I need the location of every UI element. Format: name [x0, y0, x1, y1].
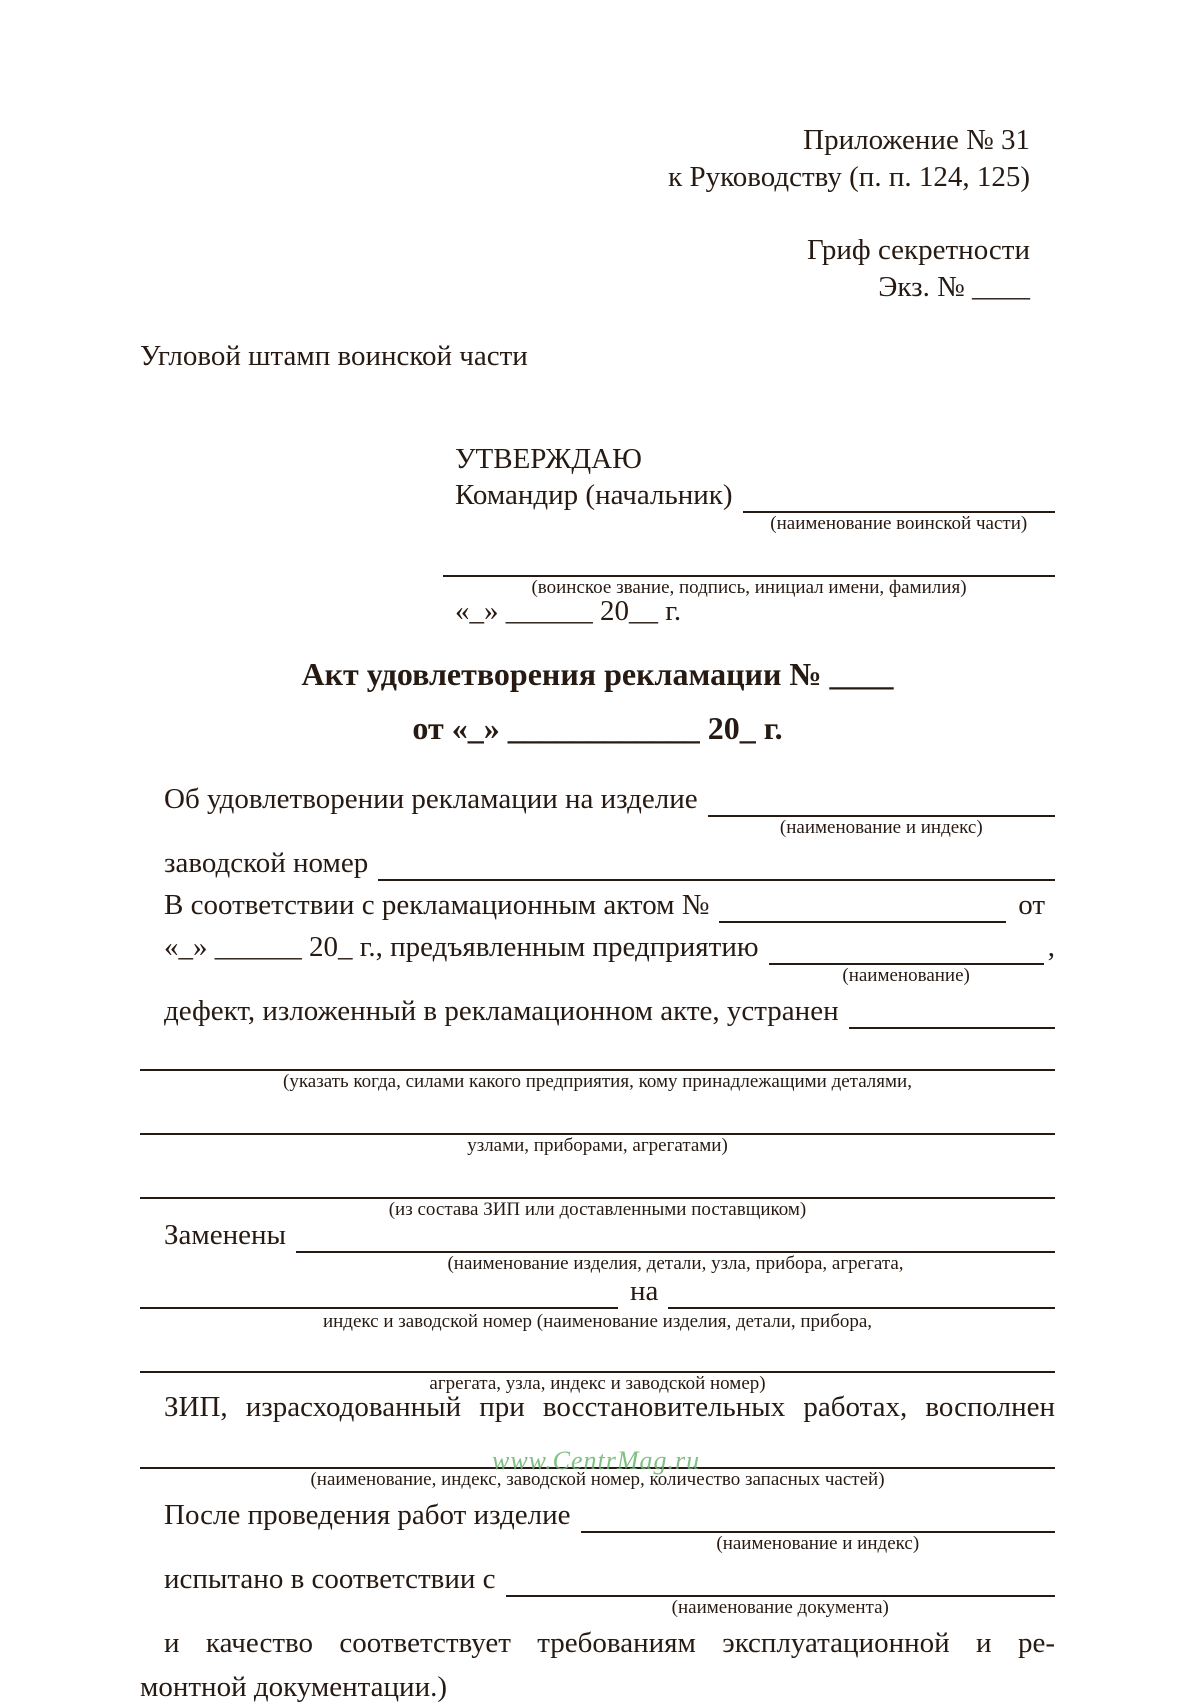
- spacer: [140, 196, 1055, 232]
- form-line-zip: ЗИП, израсходованный при восстановительных работах, восполнен: [164, 1391, 1055, 1423]
- signature-hint: (воинское звание, подпись, инициал имени, фамилия): [531, 577, 967, 598]
- tested-blank: [506, 1561, 1056, 1618]
- replaced-with-hint: индекс и заводской номер (наименование изделия, детали, прибора,: [322, 1311, 873, 1332]
- corner-stamp-note: Угловой штамп воинской части: [140, 340, 528, 372]
- document-title: Акт удовлетворения рекламации № ____: [301, 656, 894, 692]
- tested-hint: (наименование документа): [671, 1597, 889, 1618]
- signature-line: [443, 541, 1055, 598]
- line-text-after: от: [1018, 889, 1045, 921]
- form-line-blank-2: [140, 1099, 1055, 1156]
- replaced-to-blank: [668, 1273, 1055, 1309]
- enterprise-hint: (наименование): [842, 965, 970, 986]
- copy-number-label: Экз. № ____: [878, 271, 1030, 303]
- replaced-blank: [296, 1217, 1055, 1274]
- form-body: [140, 781, 1055, 1703]
- line-text: испытано в соответствии с: [164, 1563, 496, 1595]
- full-blank: [140, 1035, 1055, 1092]
- unit-name-blank: [743, 477, 1056, 534]
- line-text: заводской номер: [164, 847, 369, 879]
- form-line-blank-4: [140, 1337, 1055, 1394]
- title-block: [140, 651, 1055, 751]
- form-line-quality-end: монтной документации.): [140, 1671, 447, 1703]
- appendix-block: [140, 122, 1055, 196]
- approve-block: [455, 441, 1055, 629]
- line-text: Об удовлетворении рекламации на изделие: [164, 783, 698, 815]
- site-watermark: www.CentrMag.ru: [492, 1446, 701, 1475]
- product-hint: (наименование и индекс): [779, 817, 983, 838]
- form-line-tested: [140, 1561, 1055, 1618]
- line-mid-word: на: [630, 1275, 659, 1307]
- commander-line: [455, 477, 1055, 534]
- defect-blank: [849, 993, 1055, 1029]
- document-title-date: от «_» ____________ 20_ г.: [412, 710, 783, 746]
- form-line-claim-act: [140, 887, 1055, 923]
- replaced-hint: (наименование изделия, детали, узла, прибора, агрегата,: [447, 1253, 904, 1274]
- blank-hint: (наименование, индекс, заводской номер, количество запасных частей): [310, 1469, 885, 1490]
- form-line-blank-3: [140, 1163, 1055, 1220]
- full-blank: [140, 1163, 1055, 1220]
- secrecy-block: [140, 232, 1055, 306]
- form-line-quality: и качество соответствует требованиям эксплуатационной и ре-: [164, 1627, 1055, 1659]
- unit-name-hint: (наименование воинской части): [770, 513, 1028, 534]
- form-line-defect: [140, 993, 1055, 1029]
- blank-hint: (из состава ЗИП или доставленными поставщиком): [388, 1199, 807, 1220]
- form-line-product: [140, 781, 1055, 838]
- serial-blank: [378, 845, 1055, 881]
- line-text: дефект, изложенный в рекламационном акте, устранен: [164, 995, 839, 1027]
- line-text: В соответствии с рекламационным актом №: [164, 889, 710, 921]
- approve-date-line: [455, 593, 1055, 629]
- line-comma: ,: [1047, 931, 1055, 963]
- full-blank: [140, 1433, 1055, 1490]
- form-line-enterprise: [140, 929, 1055, 986]
- blank-hint: (указать когда, силами какого предприятия, кому принадлежащими деталями,: [283, 1071, 912, 1092]
- claim-act-blank: [719, 887, 1006, 923]
- form-line-serial: [140, 845, 1055, 881]
- form-line-replaced: [140, 1217, 1055, 1274]
- line-text: «_» ______ 20_ г., предъявленным предприятию: [164, 931, 759, 963]
- commander-label: Командир (начальник): [455, 479, 733, 511]
- appendix-line-1: Приложение № 31: [803, 124, 1030, 156]
- after-works-blank: [581, 1497, 1055, 1554]
- appendix-line-2: к Руководству (п. п. 124, 125): [668, 161, 1030, 193]
- blank-hint: агрегата, узла, индекс и заводской номер): [429, 1373, 766, 1394]
- approve-word: УТВЕРЖДАЮ: [455, 443, 642, 475]
- secrecy-label: Гриф секретности: [806, 234, 1030, 266]
- line-text: После проведения работ изделие: [164, 1499, 571, 1531]
- form-line-after-works: [140, 1497, 1055, 1554]
- full-blank: [140, 1099, 1055, 1156]
- product-blank: [708, 781, 1055, 838]
- form-line-blank-5: [140, 1433, 1055, 1490]
- full-blank: [140, 1337, 1055, 1394]
- enterprise-blank: [769, 929, 1044, 986]
- blank-hint: узлами, приборами, агрегатами): [467, 1135, 728, 1156]
- form-line-blank-1: [140, 1035, 1055, 1092]
- after-works-hint: (наименование и индекс): [716, 1533, 920, 1554]
- signature-blank: [443, 541, 1055, 598]
- form-line-replaced-with: [140, 1273, 1055, 1332]
- approve-date: «_» ______ 20__ г.: [455, 595, 682, 627]
- line-text: Заменены: [164, 1219, 287, 1251]
- replaced-from-blank: [140, 1273, 618, 1309]
